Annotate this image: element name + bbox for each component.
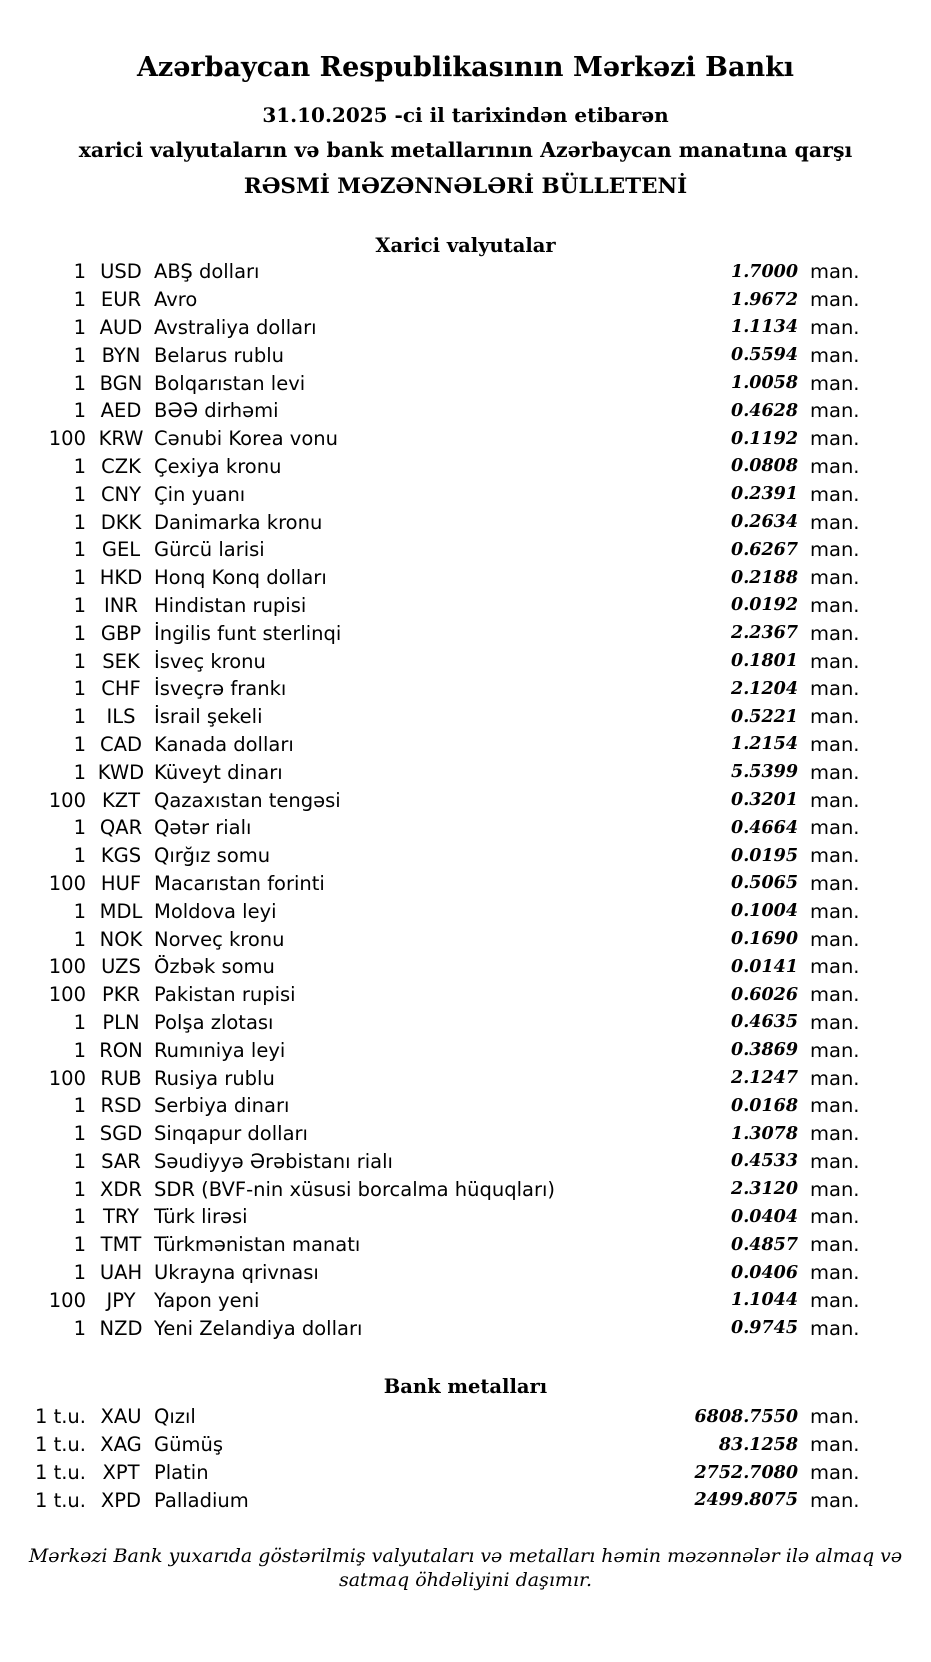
currency-row-unit: man. xyxy=(810,816,860,840)
currency-row-amount: 100 xyxy=(48,427,86,451)
currency-row-name: Danimarka kronu xyxy=(154,510,323,534)
currency-row-rate: 0.4628 xyxy=(731,400,798,421)
currency-row-rate: 1.0058 xyxy=(731,373,798,394)
currency-row-rate: 0.6267 xyxy=(731,539,798,560)
currency-row-code: TMT xyxy=(100,1233,142,1257)
metal-row-code: XAU xyxy=(100,1405,142,1429)
currency-row-unit: man. xyxy=(810,566,860,590)
currency-row-code: CAD xyxy=(100,732,142,756)
currency-row-unit: man. xyxy=(810,315,860,339)
currency-row-unit: man. xyxy=(810,844,860,868)
metal-row-name: Qızıl xyxy=(154,1405,196,1429)
currency-row xyxy=(0,1203,931,1231)
currency-row-unit: man. xyxy=(810,983,860,1007)
currency-row-code: UAH xyxy=(99,1261,143,1285)
currency-row-code: MDL xyxy=(99,899,143,923)
currency-row-amount: 1 xyxy=(73,1010,86,1034)
metal-row-unit: man. xyxy=(810,1488,860,1512)
currency-row-rate: 0.3869 xyxy=(731,1040,798,1061)
bank-title: Azərbaycan Respublikasının Mərkəzi Bankı xyxy=(136,52,795,83)
currency-row-rate: 1.9672 xyxy=(731,289,798,310)
currency-row-amount: 100 xyxy=(48,983,86,1007)
currency-row-amount: 1 xyxy=(73,343,86,367)
currency-row-amount: 1 xyxy=(73,399,86,423)
currency-row-unit: man. xyxy=(810,1261,860,1285)
currency-row-code: SEK xyxy=(102,649,140,673)
currency-row-name: Çexiya kronu xyxy=(154,454,282,478)
currency-row-name: Qazaxıstan tengəsi xyxy=(154,788,341,812)
currency-row xyxy=(0,1259,931,1287)
currency-row-name: Belarus rublu xyxy=(154,343,285,367)
currency-row xyxy=(0,758,931,786)
currency-row-name: Macarıstan forinti xyxy=(154,871,325,895)
currency-row-unit: man. xyxy=(810,1122,860,1146)
currency-row-code: HKD xyxy=(99,566,143,590)
currency-row-code: EUR xyxy=(100,288,142,312)
currency-row xyxy=(0,1286,931,1314)
currency-row-unit: man. xyxy=(810,621,860,645)
currency-row-name: Avstraliya dolları xyxy=(154,315,317,339)
currency-row-name: Ukrayna qrivnası xyxy=(154,1261,319,1285)
currency-row-code: USD xyxy=(100,260,142,284)
currency-row-unit: man. xyxy=(810,1066,860,1090)
currency-row-name: Türkmənistan manatı xyxy=(154,1233,361,1257)
currency-row-code: AUD xyxy=(99,315,143,339)
currency-row-unit: man. xyxy=(810,871,860,895)
currency-row-rate: 0.6026 xyxy=(731,984,798,1005)
currency-row xyxy=(0,814,931,842)
currency-row-code: HUF xyxy=(100,871,142,895)
effective-date-line: 31.10.2025 -ci il tarixindən etibarən xyxy=(262,103,669,127)
currency-row xyxy=(0,341,931,369)
currency-row xyxy=(0,1314,931,1342)
currency-row-rate: 0.0406 xyxy=(731,1262,798,1283)
currency-row-rate: 0.4857 xyxy=(731,1234,798,1255)
currency-row-code: TRY xyxy=(102,1205,140,1229)
obligation-note: Mərkəzi Bank yuxarıda göstərilmiş valyutaları və metalları həmin məzənnələr ilə almaq və satmaq öhdəliyini daşımır. xyxy=(28,1545,903,1592)
currency-row-name: Qırğız somu xyxy=(154,844,271,868)
currency-row-unit: man. xyxy=(810,705,860,729)
currency-row-unit: man. xyxy=(810,1177,860,1201)
currency-row xyxy=(0,397,931,425)
currency-row-amount: 1 xyxy=(73,454,86,478)
currency-row-rate: 0.0195 xyxy=(731,845,798,866)
currency-row-name: Pakistan rupisi xyxy=(154,983,296,1007)
currency-row-amount: 1 xyxy=(73,1261,86,1285)
currency-row xyxy=(0,925,931,953)
currency-row-amount: 1 xyxy=(73,1094,86,1118)
currency-row xyxy=(0,1120,931,1148)
currency-row-unit: man. xyxy=(810,677,860,701)
currency-row-amount: 1 xyxy=(73,1177,86,1201)
foreign-currencies-section xyxy=(0,234,931,1342)
currency-row-amount: 1 xyxy=(73,1205,86,1229)
currency-row-amount: 1 xyxy=(73,1122,86,1146)
currency-row-rate: 0.5221 xyxy=(731,706,798,727)
currency-row xyxy=(0,1231,931,1259)
metal-row-name: Gümüş xyxy=(154,1433,223,1457)
metal-row-code: XPD xyxy=(100,1488,142,1512)
currency-row xyxy=(0,953,931,981)
currency-row-name: Özbək somu xyxy=(154,955,275,979)
currency-row-unit: man. xyxy=(810,955,860,979)
currency-row-rate: 0.1004 xyxy=(731,901,798,922)
currency-row-rate: 0.2634 xyxy=(731,512,798,533)
currency-row-rate: 5.5399 xyxy=(731,762,798,783)
bulletin-title: RƏSMİ MƏZƏNNƏLƏRİ BÜLLETENİ xyxy=(243,174,688,199)
currency-row-code: KRW xyxy=(98,427,144,451)
currency-row-amount: 1 xyxy=(73,538,86,562)
currency-row-amount: 1 xyxy=(73,899,86,923)
currency-row-code: UZS xyxy=(101,955,141,979)
bulletin-header xyxy=(0,52,931,199)
currency-row-name: Rumıniya leyi xyxy=(154,1038,286,1062)
currency-row-amount: 1 xyxy=(73,927,86,951)
currency-row-name: Moldova leyi xyxy=(154,899,277,923)
currency-row-rate: 0.3201 xyxy=(731,790,798,811)
currency-row-rate: 0.4664 xyxy=(731,817,798,838)
currency-row-code: ILS xyxy=(106,705,136,729)
currency-row xyxy=(0,258,931,286)
currency-row-rate: 0.5594 xyxy=(731,345,798,366)
currency-row xyxy=(0,1009,931,1037)
metals-table xyxy=(0,1403,931,1514)
currency-row-amount: 1 xyxy=(73,260,86,284)
currency-row-unit: man. xyxy=(810,788,860,812)
metal-row-rate: 2499.8075 xyxy=(694,1490,798,1511)
currency-row-code: QAR xyxy=(99,816,143,840)
currency-row-name: Rusiya rublu xyxy=(154,1066,275,1090)
currency-row-name: Norveç kronu xyxy=(154,927,285,951)
currency-row-unit: man. xyxy=(810,760,860,784)
currency-row-name: Səudiyyə Ərəbistanı rialı xyxy=(154,1149,393,1173)
currency-row-name: Qətər rialı xyxy=(154,816,252,840)
currency-row-unit: man. xyxy=(810,1233,860,1257)
currency-row-amount: 1 xyxy=(73,760,86,784)
currency-row-rate: 1.2154 xyxy=(731,734,798,755)
currency-row-name: SDR (BVF-nin xüsusi borcalma hüquqları) xyxy=(154,1177,556,1201)
currencies-section-heading: Xarici valyutalar xyxy=(375,234,556,257)
currency-row-amount: 100 xyxy=(48,788,86,812)
currency-row xyxy=(0,453,931,481)
currency-row xyxy=(0,480,931,508)
currency-row-unit: man. xyxy=(810,343,860,367)
currency-row-rate: 2.1204 xyxy=(731,678,798,699)
currency-row xyxy=(0,1064,931,1092)
currency-row xyxy=(0,731,931,759)
currency-row xyxy=(0,786,931,814)
currency-row-code: NOK xyxy=(99,927,143,951)
currency-row-amount: 1 xyxy=(73,482,86,506)
currency-row xyxy=(0,842,931,870)
currency-row xyxy=(0,619,931,647)
currency-row-amount: 1 xyxy=(73,1316,86,1340)
currency-row-unit: man. xyxy=(810,732,860,756)
metal-row xyxy=(0,1403,931,1431)
currency-row-rate: 0.5065 xyxy=(731,873,798,894)
currency-row-code: GBP xyxy=(100,621,142,645)
metal-row-rate: 2752.7080 xyxy=(694,1462,798,1483)
metal-row-name: Palladium xyxy=(154,1488,249,1512)
currency-row-unit: man. xyxy=(810,399,860,423)
currency-row-code: KWD xyxy=(97,760,145,784)
currency-row-amount: 1 xyxy=(73,1149,86,1173)
currency-row xyxy=(0,508,931,536)
metal-row-code: XPT xyxy=(102,1461,140,1485)
currency-row-name: Kanada dolları xyxy=(154,732,294,756)
currency-row-code: KGS xyxy=(100,844,142,868)
currency-row xyxy=(0,981,931,1009)
currency-row-unit: man. xyxy=(810,649,860,673)
currency-row-name: Yapon yeni xyxy=(154,1288,260,1312)
currency-row-amount: 1 xyxy=(73,1038,86,1062)
metal-row xyxy=(0,1459,931,1487)
currency-row-amount: 100 xyxy=(48,871,86,895)
currency-row-code: PLN xyxy=(102,1010,140,1034)
currency-row-rate: 0.9745 xyxy=(731,1318,798,1339)
bulletin-page xyxy=(0,52,931,1592)
currency-row-amount: 1 xyxy=(73,566,86,590)
currency-row-rate: 0.1690 xyxy=(731,929,798,950)
metal-row xyxy=(0,1486,931,1514)
currency-row-amount: 100 xyxy=(48,955,86,979)
currency-row xyxy=(0,1148,931,1176)
currency-row-unit: man. xyxy=(810,1094,860,1118)
currency-row-amount: 100 xyxy=(48,1066,86,1090)
currency-row xyxy=(0,425,931,453)
bulletin-subtitle: xarici valyutaların və bank metallarının Azərbaycan manatına qarşı xyxy=(78,138,853,162)
currency-row xyxy=(0,369,931,397)
currency-row-rate: 0.0168 xyxy=(731,1095,798,1116)
currency-row-rate: 0.4533 xyxy=(731,1151,798,1172)
currency-row-unit: man. xyxy=(810,510,860,534)
currency-row-name: Gürcü larisi xyxy=(154,538,265,562)
currency-row xyxy=(0,592,931,620)
currency-row-rate: 0.1801 xyxy=(731,651,798,672)
currency-row-code: JPY xyxy=(106,1288,136,1312)
currency-row-code: KZT xyxy=(101,788,141,812)
currency-row xyxy=(0,1175,931,1203)
currency-row-amount: 1 xyxy=(73,705,86,729)
currency-row-unit: man. xyxy=(810,1149,860,1173)
currency-row-code: BGN xyxy=(99,371,143,395)
currency-row-rate: 1.1134 xyxy=(731,317,798,338)
currency-row-name: Cənubi Korea vonu xyxy=(154,427,338,451)
currency-row-unit: man. xyxy=(810,1010,860,1034)
currency-row-unit: man. xyxy=(810,454,860,478)
metal-row-unit: man. xyxy=(810,1461,860,1485)
currency-row-name: Türk lirəsi xyxy=(154,1205,248,1229)
currency-row-code: SAR xyxy=(101,1149,141,1173)
currency-row-name: Avro xyxy=(154,288,198,312)
currency-row-unit: man. xyxy=(810,1288,860,1312)
metal-row-amount: 1 t.u. xyxy=(34,1488,86,1512)
currency-row xyxy=(0,286,931,314)
currency-row-code: SGD xyxy=(99,1122,143,1146)
currency-row-amount: 1 xyxy=(73,816,86,840)
metal-row-amount: 1 t.u. xyxy=(34,1461,86,1485)
currency-row xyxy=(0,703,931,731)
currency-row-name: Çin yuanı xyxy=(154,482,246,506)
metals-section-heading: Bank metalları xyxy=(383,1375,548,1399)
metal-row-amount: 1 t.u. xyxy=(34,1405,86,1429)
currency-row-rate: 2.3120 xyxy=(731,1179,798,1200)
currency-row-rate: 0.0808 xyxy=(731,456,798,477)
currency-row-rate: 0.0404 xyxy=(731,1206,798,1227)
currency-row-code: RSD xyxy=(100,1094,142,1118)
currency-row-name: BƏƏ dirhəmi xyxy=(154,399,279,423)
currency-row-name: İngilis funt sterlinqi xyxy=(154,621,342,645)
currency-row-amount: 1 xyxy=(73,371,86,395)
currency-row xyxy=(0,536,931,564)
currency-row-name: Bolqarıstan levi xyxy=(154,371,306,395)
currency-row-name: Küveyt dinarı xyxy=(154,760,283,784)
currency-row-name: Yeni Zelandiya dolları xyxy=(154,1316,363,1340)
currency-row-unit: man. xyxy=(810,288,860,312)
metal-row-unit: man. xyxy=(810,1405,860,1429)
currency-row xyxy=(0,675,931,703)
currency-row-amount: 1 xyxy=(73,621,86,645)
currency-row-amount: 1 xyxy=(73,1233,86,1257)
currency-row-name: Hindistan rupisi xyxy=(154,593,307,617)
currency-row-code: XDR xyxy=(100,1177,142,1201)
currency-row-unit: man. xyxy=(810,1038,860,1062)
currency-row-name: İsrail şekeli xyxy=(154,705,263,729)
currency-row-amount: 1 xyxy=(73,315,86,339)
currency-row-amount: 1 xyxy=(73,593,86,617)
metal-row-rate: 6808.7550 xyxy=(694,1406,798,1427)
currency-row xyxy=(0,647,931,675)
metal-row-unit: man. xyxy=(810,1433,860,1457)
currency-row-code: BYN xyxy=(101,343,141,367)
currency-row-amount: 1 xyxy=(73,288,86,312)
currency-row-unit: man. xyxy=(810,482,860,506)
currency-row-unit: man. xyxy=(810,1205,860,1229)
metal-row-code: XAG xyxy=(100,1433,142,1457)
currency-row-rate: 1.3078 xyxy=(731,1123,798,1144)
currency-row-amount: 1 xyxy=(73,677,86,701)
currency-row-unit: man. xyxy=(810,538,860,562)
currency-row-name: Honq Konq dolları xyxy=(154,566,327,590)
currency-row-code: RON xyxy=(99,1038,143,1062)
currency-row-rate: 1.7000 xyxy=(731,261,798,282)
currency-row xyxy=(0,870,931,898)
currency-row-name: ABŞ dolları xyxy=(154,260,260,284)
currency-row-unit: man. xyxy=(810,1316,860,1340)
currency-row-rate: 2.2367 xyxy=(731,623,798,644)
currency-row-rate: 2.1247 xyxy=(731,1068,798,1088)
currency-row-code: CZK xyxy=(101,454,141,478)
currency-row-unit: man. xyxy=(810,260,860,284)
currency-row-name: İsveçrə frankı xyxy=(154,677,287,701)
currency-row-amount: 1 xyxy=(73,510,86,534)
metal-row-name: Platin xyxy=(154,1461,209,1485)
currency-row xyxy=(0,564,931,592)
currency-row-name: Serbiya dinarı xyxy=(154,1094,290,1118)
currency-row-rate: 1.1044 xyxy=(731,1290,798,1311)
currency-row-unit: man. xyxy=(810,927,860,951)
currency-row-rate: 0.2391 xyxy=(731,484,798,505)
currency-row-unit: man. xyxy=(810,899,860,923)
currency-row-rate: 0.1192 xyxy=(731,428,798,449)
currency-row-code: CNY xyxy=(100,482,142,506)
currency-row-unit: man. xyxy=(810,593,860,617)
currency-row xyxy=(0,314,931,342)
currency-row-code: PKR xyxy=(101,983,141,1007)
currency-row-name: Sinqapur dolları xyxy=(154,1122,308,1146)
currency-row xyxy=(0,1036,931,1064)
currency-row-name: Polşa zlotası xyxy=(154,1010,274,1034)
currency-row-rate: 0.4635 xyxy=(731,1012,798,1033)
currency-row-unit: man. xyxy=(810,427,860,451)
currency-row-rate: 0.0141 xyxy=(731,956,798,977)
currency-row-code: NZD xyxy=(99,1316,143,1340)
currency-row-code: CHF xyxy=(101,677,141,701)
currency-row-amount: 1 xyxy=(73,649,86,673)
metal-row-rate: 83.1258 xyxy=(718,1434,798,1455)
currency-row-amount: 1 xyxy=(73,844,86,868)
currency-row-code: RUB xyxy=(100,1066,142,1090)
currencies-table xyxy=(0,258,931,1342)
currency-row-code: GEL xyxy=(101,538,141,562)
bank-metals-section xyxy=(0,1375,931,1514)
currency-row-rate: 0.2188 xyxy=(731,567,798,588)
currency-row xyxy=(0,1092,931,1120)
currency-row-rate: 0.0192 xyxy=(731,595,798,616)
metal-row xyxy=(0,1431,931,1459)
metal-row-amount: 1 t.u. xyxy=(34,1433,86,1457)
currency-row-code: AED xyxy=(100,399,142,423)
currency-row-code: DKK xyxy=(100,510,142,534)
currency-row-unit: man. xyxy=(810,371,860,395)
currency-row-amount: 100 xyxy=(48,1288,86,1312)
currency-row-amount: 1 xyxy=(73,732,86,756)
currency-row-code: INR xyxy=(104,593,138,617)
currency-row xyxy=(0,897,931,925)
currency-row-name: İsveç kronu xyxy=(154,649,266,673)
